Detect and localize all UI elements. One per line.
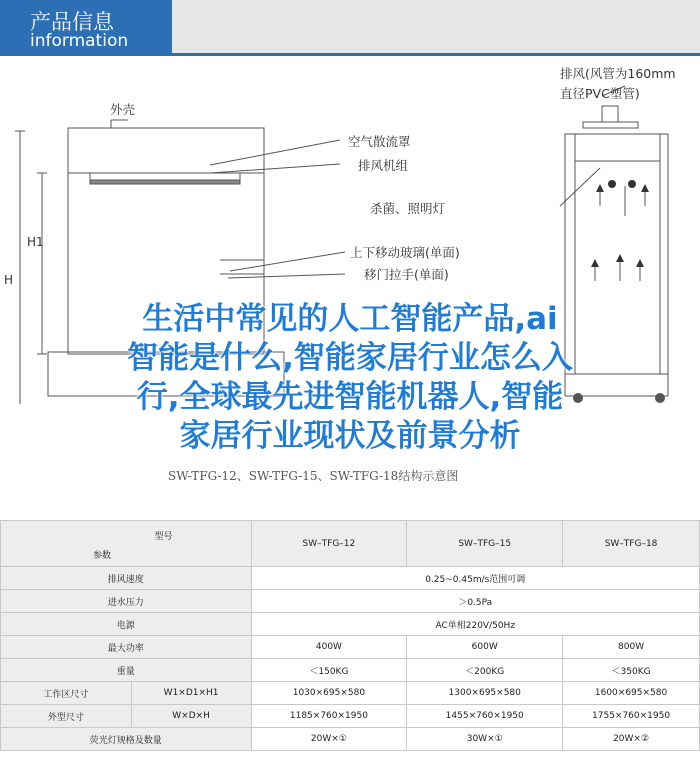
table-row xyxy=(1,636,700,659)
spec-cell: ＜350KG xyxy=(563,659,700,682)
spec-row-label: 电源 xyxy=(1,613,252,636)
table-row xyxy=(1,682,700,705)
spec-row-value: ＞0.5Pa xyxy=(251,590,699,613)
spec-cell: 30W×① xyxy=(407,728,563,751)
label-glass-door: 上下移动玻璃(单面) xyxy=(350,245,460,260)
spec-cell: 800W xyxy=(563,636,700,659)
spec-cell: 20W×② xyxy=(563,728,700,751)
spec-cell: 1755×760×1950 xyxy=(563,705,700,728)
fan-grille xyxy=(90,180,240,184)
table-row xyxy=(1,728,700,751)
overlay-line: 生活中常见的人工智能产品,ai xyxy=(142,301,558,337)
overlay-line: 家居行业现状及前景分析 xyxy=(179,418,521,454)
spec-row-sub: W×D×H xyxy=(131,705,251,728)
dim-h1: H1 xyxy=(27,235,44,249)
spec-row-label: 重量 xyxy=(1,659,252,682)
spec-cell: ＜150KG xyxy=(251,659,407,682)
section-header xyxy=(0,0,700,56)
spec-model-col: SW–TFG–18 xyxy=(563,521,700,567)
spec-cell: 1455×760×1950 xyxy=(407,705,563,728)
table-row xyxy=(1,659,700,682)
overlay-line: 智能是什么,智能家居行业怎么入 xyxy=(127,340,573,376)
label-door-handle: 移门拉手(单面) xyxy=(364,267,449,282)
spec-row-label: 最大功率 xyxy=(1,636,252,659)
drawing-caption: SW-TFG-12、SW-TFG-15、SW-TFG-18结构示意图 xyxy=(168,469,459,483)
spec-model-col: SW–TFG–12 xyxy=(251,521,407,567)
spec-cell: ＜200KG xyxy=(407,659,563,682)
table-row xyxy=(1,705,700,728)
spec-cell: 1300×695×580 xyxy=(407,682,563,705)
spec-corner-cell xyxy=(1,521,252,567)
header-title-block xyxy=(0,0,172,53)
spec-model-col: SW–TFG–15 xyxy=(407,521,563,567)
header-band xyxy=(172,0,700,53)
table-row xyxy=(1,590,700,613)
spec-corner-model: 型号 xyxy=(154,532,173,542)
overlay-line: 行,全球最先进智能机器人,智能 xyxy=(136,379,564,415)
dim-h: H xyxy=(4,273,14,287)
spec-row-value: 0.25~0.45m/s范围可调 xyxy=(251,567,699,590)
spec-cell: 1030×695×580 xyxy=(251,682,407,705)
label-exhaust-duct-2: 直径PVC塑管) xyxy=(560,86,640,101)
header-title-cn: 产品信息 xyxy=(30,10,114,34)
label-exhaust-duct-1: 排风(风管为160mm xyxy=(560,66,676,81)
spec-row-label: 外型尺寸 xyxy=(1,705,132,728)
spec-cell: 20W×① xyxy=(251,728,407,751)
label-air-diffuser: 空气散流罩 xyxy=(348,134,411,149)
spec-row-sub: W1×D1×H1 xyxy=(131,682,251,705)
table-row xyxy=(1,567,700,590)
spec-row-label: 排风速度 xyxy=(1,567,252,590)
label-uv-lamp: 杀菌、照明灯 xyxy=(370,201,446,216)
spec-cell: 400W xyxy=(251,636,407,659)
spec-cell: 600W xyxy=(407,636,563,659)
label-shell: 外壳 xyxy=(110,102,136,117)
spec-table xyxy=(0,520,700,751)
spec-row-label: 工作区尺寸 xyxy=(1,682,132,705)
spec-cell: 1185×760×1950 xyxy=(251,705,407,728)
spec-row-value: AC单相220V/50Hz xyxy=(251,613,699,636)
spec-row-label: 进水压力 xyxy=(1,590,252,613)
label-exhaust-fan: 排风机组 xyxy=(358,158,409,173)
spec-row-label: 荧光灯规格及数量 xyxy=(1,728,252,751)
header-title-en: information xyxy=(30,31,129,51)
table-row xyxy=(1,613,700,636)
spec-corner-param: 参数 xyxy=(93,551,112,561)
spec-cell: 1600×695×580 xyxy=(563,682,700,705)
overlay-headline xyxy=(0,300,700,456)
